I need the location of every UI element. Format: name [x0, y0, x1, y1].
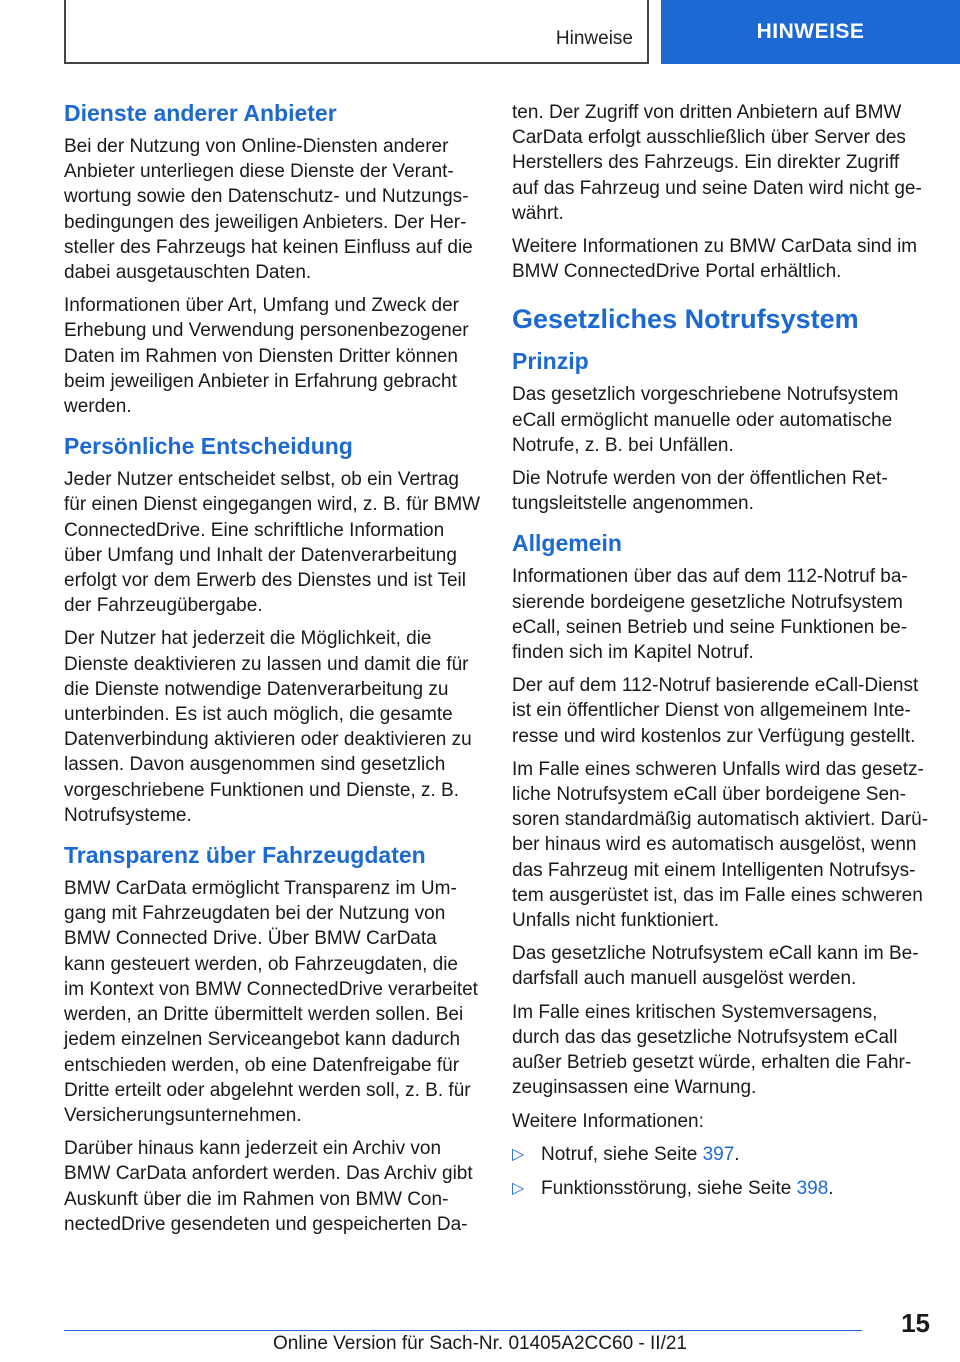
list-item-text: Funktionsstörung, siehe Seite [541, 1177, 797, 1199]
triangle-bullet-icon: ▷ [512, 1179, 525, 1197]
heading-allgemein: Allgemein [512, 530, 622, 557]
paragraph: Das gesetzlich vorgeschriebene Notrufsystem eCall ermöglicht manuelle oder automatische Notrufe, z. B. bei Unfällen. [512, 384, 899, 456]
paragraph: Die Notrufe werden von der öffentlichen Rettungsleitstelle angenommen. [512, 468, 888, 515]
header-frame [64, 0, 649, 64]
section-title: Hinweise [555, 28, 633, 49]
paragraph: Im Falle eines schweren Unfalls wird das gesetzliche Notrufsystem eCall über bordeigene Sensoren standardmäßig automatisch aktiviert. Darüber hinaus wird es automatisch ausgelöst, wenn das Fahrzeug mit einem Intelligenten Notrufsystem ausgerüstet ist, das im Falle eines schweren Unfalls nicht funktioniert. [512, 758, 929, 932]
paragraph: Weitere Informationen: [512, 1110, 704, 1132]
page-link-398[interactable]: 398 [796, 1177, 829, 1199]
triangle-bullet-icon: ▷ [512, 1145, 525, 1163]
chapter-tab: HINWEISE [661, 0, 960, 64]
paragraph: Das gesetzliche Notrufsystem eCall kann im Bedarfsfall auch manuell ausgelöst werden. [512, 943, 919, 990]
list-item-suffix: . [734, 1143, 740, 1165]
paragraph: Jeder Nutzer entscheidet selbst, ob ein Vertrag für einen Dienst eingegangen wird, z. B. für BMW ConnectedDrive. Eine schriftliche Information über Umfang und Inhalt der Datenverarbeitung erfolgt vor dem Erwerb des Dienstes und ist Teil der Fahrzeugübergabe. [64, 469, 481, 617]
paragraph: Im Falle eines kritischen Systemversagens, durch das das gesetzliche Notrufsystem eCall außer Betrieb gesetzt würde, erhalten die Fahrzeuginsassen eine Warnung. [512, 1001, 912, 1099]
page-number: 15 [901, 1308, 930, 1338]
list-item [512, 1142, 930, 1167]
page-link-397[interactable]: 397 [702, 1143, 735, 1165]
heading-persoenlich: Persönliche Entscheidung [64, 433, 353, 460]
heading-dienste: Dienste anderer Anbieter [64, 100, 337, 126]
paragraph: Informationen über Art, Umfang und Zweck der Erhebung und Verwendung personenbezogener Daten im Rahmen von Diensten Dritter können beim jeweiligen Anbieter in Erfahrung gebracht werden. [64, 295, 469, 418]
heading-prinzip: Prinzip [512, 348, 589, 375]
paragraph: BMW CarData ermöglicht Transparenz im Umgang mit Fahrzeugdaten bei der Nutzung von BMW Connected Drive. Über BMW CarData kann gesteuert werden, ob Fahrzeugdaten, die im Kontext von BMW ConnectedDrive verarbeitet werden, an Dritte übermittelt werden sollen. Bei jedem einzelnen Serviceangebot kann dadurch entschieden werden, ob eine Datenfreigabe für Dritte erteilt oder abgelehnt werden soll, z. B. für Versicherungsunternehmen. [64, 878, 478, 1126]
left-column [64, 98, 482, 1245]
footer-divider [64, 1330, 862, 1331]
list-item-suffix: . [828, 1177, 834, 1199]
right-column [512, 100, 930, 1210]
list-item [512, 1176, 930, 1201]
reference-list [512, 1142, 930, 1201]
heading-notrufsystem: Gesetzliches Notrufsystem [512, 304, 859, 335]
paragraph: Informationen über das auf dem 112-Notruf basierende bordeigene gesetzliche Notrufsystem eCall, seinen Betrieb und seine Funktionen befinden sich im Kapitel Notruf. [512, 566, 908, 664]
list-item-text: Notruf, siehe Seite [541, 1143, 703, 1165]
footer-text: Online Version für Sach-Nr. 01405A2CC60 - II/21 [272, 1333, 687, 1354]
paragraph: Der Nutzer hat jederzeit die Möglichkeit, die Dienste deaktivieren zu lassen und damit die für die Dienste notwendige Datenverarbeitung zu unterbinden. Es ist auch möglich, die gesamte Datenverbindung aktivieren oder deaktivieren zu lassen. Davon ausgenommen sind gesetzlich vorgeschriebene Funktionen und Dienste, z. B. Notrufsysteme. [64, 628, 472, 826]
paragraph: Bei der Nutzung von Online-Diensten anderer Anbieter unterliegen diese Dienste der Verantwortung sowie den Datenschutz- und Nutzungsbedingungen des jeweiligen Anbieters. Der Hersteller des Fahrzeugs hat keinen Einfluss auf die dabei ausgetauschten Daten. [64, 136, 473, 284]
paragraph: Darüber hinaus kann jederzeit ein Archiv von BMW CarData anfordert werden. Das Archiv gibt Auskunft über die im Rahmen von BMW ConnectedDrive gesendeten und gespeicherten Da- [64, 1138, 473, 1235]
heading-transparenz: Transparenz über Fahrzeugdaten [64, 842, 426, 869]
paragraph: Der auf dem 112-Notruf basierende eCall-Dienst ist ein öffentlicher Dienst von allgemeinem Interesse und wird kostenlos zur Verfügung gestellt. [512, 675, 919, 747]
paragraph: Weitere Informationen zu BMW CarData sind im BMW ConnectedDrive Portal erhältlich. [512, 236, 918, 283]
paragraph: ten. Der Zugriff von dritten Anbietern auf BMW CarData erfolgt ausschließlich über Server des Herstellers des Fahrzeugs. Ein direkter Zugriff auf das Fahrzeug und seine Daten wird nicht gewährt. [512, 102, 922, 224]
